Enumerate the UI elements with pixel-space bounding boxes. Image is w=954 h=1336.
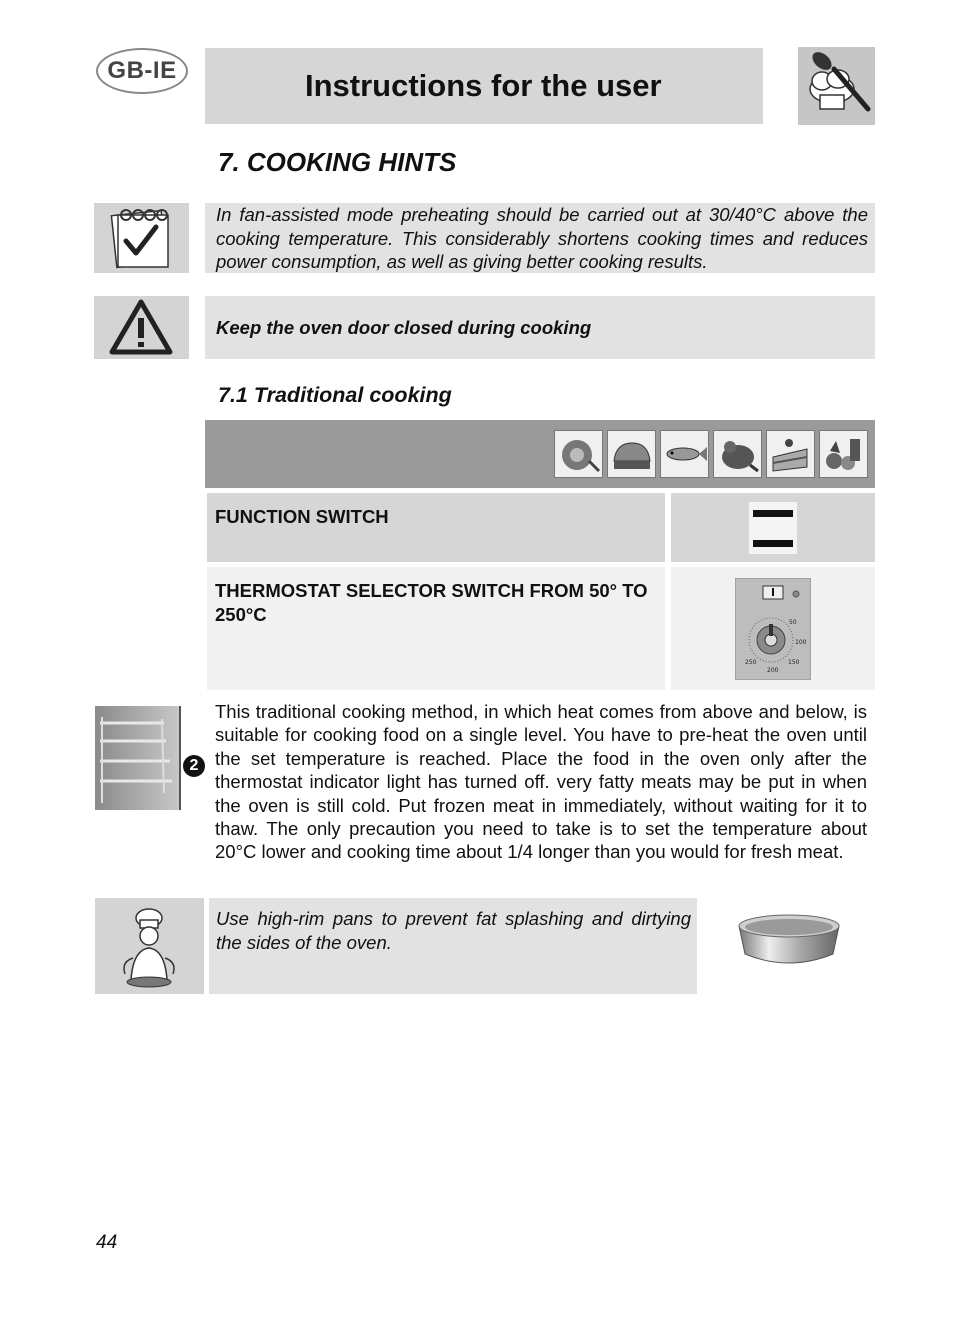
preheat-note-text: In fan-assisted mode preheating should be carried out at 30/40°C above the cooking temperature. This considerably shortens cooking times and reduces power consumption, as well as giving better cooking results. (216, 204, 868, 272)
poultry-icon (713, 430, 762, 478)
thermostat-label: THERMOSTAT SELECTOR SWITCH FROM 50° TO 250°C (207, 567, 665, 690)
food-icons-header (205, 420, 875, 488)
thermostat-scale-250: 250 (745, 658, 757, 666)
cake-icon (766, 430, 815, 478)
traditional-heat-symbol-icon (749, 502, 797, 554)
traditional-cooking-description: This traditional cooking method, in which heat comes from above and below, is suitable for cooking food on a single level. You have to pre-heat the oven until the set temperature is reached. Place the food in the oven only after the thermostat indicator light has turned off. very fatty meats may be put in when the oven is still cold. Put frozen meat in immediately, without waiting for it to thaw. The only precaution you need to take is to set the temperature about 20°C lower and cooking time about 1/4 longer than you would for fresh meat. (215, 701, 867, 863)
function-switch-label: FUNCTION SWITCH (207, 493, 665, 562)
shelf-level-badge: 2 (183, 755, 205, 777)
preheat-note (205, 203, 875, 273)
door-closed-warning (205, 296, 875, 359)
fish-icon (660, 430, 709, 478)
meat-icon (554, 430, 603, 478)
warning-text: Keep the oven door closed during cooking (216, 316, 592, 338)
page-number: 44 (96, 1232, 118, 1253)
warning-triangle-icon (94, 296, 189, 359)
high-rim-pan-tip (209, 898, 697, 994)
vegetables-icon (819, 430, 868, 478)
thermostat-scale-200: 200 (767, 666, 779, 674)
subsection-title: 7.1 Traditional cooking (218, 383, 452, 407)
bread-icon (607, 430, 656, 478)
thermostat-scale-50: 50 (789, 618, 797, 626)
round-pan-image (735, 908, 843, 970)
header-bar (205, 48, 763, 124)
region-badge: GB-IE (96, 48, 188, 94)
chef-icon (95, 898, 204, 994)
thermostat-scale-150: 150 (788, 658, 800, 666)
thermostat-cell (671, 567, 875, 690)
thermostat-scale-100: 100 (795, 638, 807, 646)
function-switch-cell (671, 493, 875, 562)
page-header-title: Instructions for the user (305, 68, 662, 103)
thermostat-knob-icon (735, 578, 811, 680)
notebook-check-icon (94, 203, 189, 273)
tip-text: Use high-rim pans to prevent fat splashing and dirtying the sides of the oven. (216, 908, 691, 953)
section-title: 7. COOKING HINTS (218, 147, 457, 177)
chef-hat-spoon-icon (798, 47, 875, 125)
